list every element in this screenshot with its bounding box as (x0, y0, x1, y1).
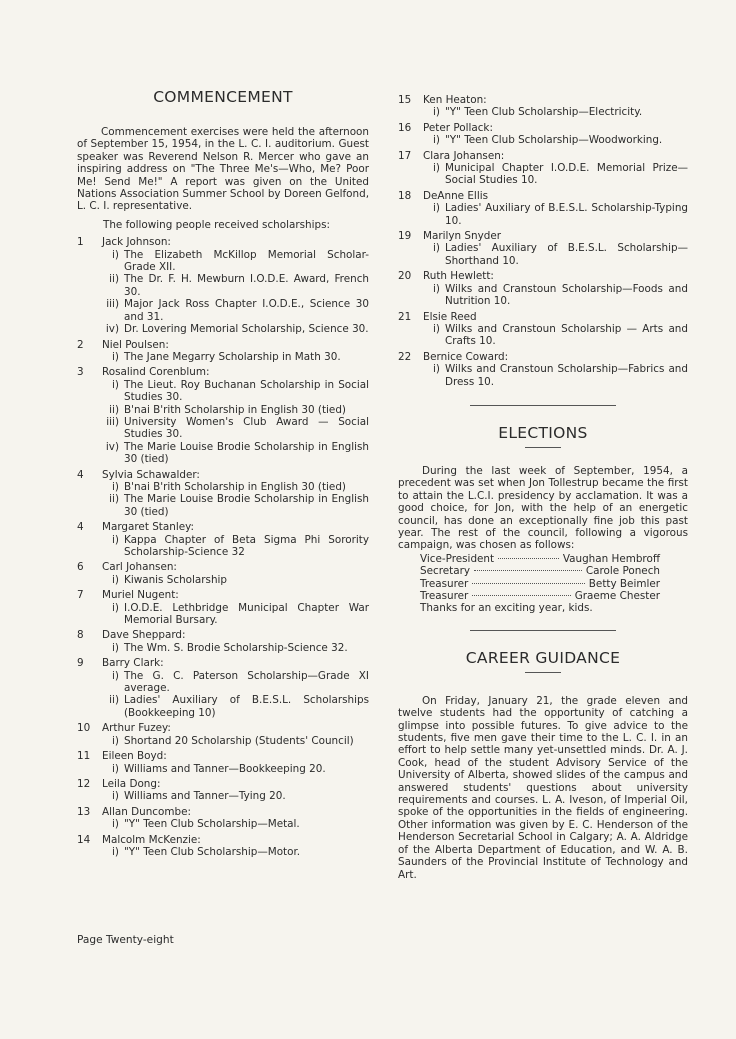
commencement-heading: COMMENCEMENT (153, 88, 293, 106)
scholarship-intro: The following people received scholarships: (103, 218, 331, 231)
scholarship-entry (398, 190, 688, 227)
entry-number: 9 (77, 657, 84, 670)
scholarship-entry (77, 339, 369, 364)
scholarship-entry (398, 150, 688, 187)
dot-leader (498, 558, 559, 559)
scholarship-entry (77, 750, 369, 775)
scholarship-title: University Women's Club Award — Social Studies 30. (124, 415, 369, 441)
officer-row (420, 565, 660, 577)
entry-number: 3 (77, 366, 84, 379)
officer-name: Graeme Chester (574, 590, 660, 602)
entry-number: 4 (77, 521, 84, 534)
item-numeral: i) (112, 845, 119, 858)
scholarship-item (102, 670, 369, 695)
item-numeral: i) (112, 533, 119, 546)
recipient-name: Jack Johnson: (102, 236, 171, 249)
item-numeral: ii) (109, 493, 119, 506)
scholarship-title: The Marie Louise Brodie Scholarship in English 30 (tied) (124, 440, 369, 466)
scholarship-item (102, 642, 369, 654)
entry-number: 1 (77, 236, 84, 249)
scholarship-entry (398, 351, 688, 388)
officer-role: Secretary (420, 565, 470, 578)
scholarship-title: The Marie Louise Brodie Scholarship in English 30 (tied) (124, 493, 369, 518)
entry-number: 6 (77, 561, 84, 574)
entry-number: 19 (398, 230, 412, 243)
scholarship-title: The Jane Megarry Scholarship in Math 30. (124, 350, 341, 363)
scholarship-item (102, 249, 369, 274)
scholarship-entry (77, 469, 369, 519)
recipient-name: Sylvia Schawalder: (102, 468, 200, 481)
item-numeral: ii) (109, 273, 119, 286)
scholarship-title: The G. C. Paterson Scholarship—Grade XI average. (124, 669, 369, 695)
scholarship-title: Ladies' Auxiliary of B.E.S.L. Scholarship—Shorthand 10. (445, 242, 688, 267)
recipient-name: Arthur Fuzey: (102, 722, 171, 735)
item-numeral: i) (112, 790, 119, 803)
scholarship-item (102, 735, 369, 747)
entry-number: 11 (77, 750, 91, 763)
scholarship-list-right (398, 94, 688, 388)
item-numeral: i) (112, 248, 119, 261)
entry-number: 21 (398, 310, 412, 323)
career-guidance-heading: CAREER GUIDANCE (465, 648, 621, 667)
recipient-name: Ruth Hewlett: (423, 270, 494, 283)
scholarship-entry (398, 311, 688, 348)
scholarship-title: Ladies' Auxiliary of B.E.S.L. Scholarships (Bookkeeping 10) (124, 694, 369, 719)
scholarship-item (102, 574, 369, 586)
item-numeral: i) (433, 202, 440, 215)
recipient-name: Niel Poulsen: (102, 338, 169, 351)
scholarship-item (102, 273, 369, 298)
recipient-name: Allan Duncombe: (102, 805, 191, 818)
scholarship-item (102, 441, 369, 466)
recipient-name: Clara Johansen: (423, 149, 505, 162)
scholarship-item (423, 202, 688, 227)
item-numeral: i) (433, 322, 440, 335)
recipient-name: Margaret Stanley: (102, 521, 194, 534)
recipient-name: Peter Pollack: (423, 121, 493, 134)
recipient-name: DeAnne Ellis (423, 189, 489, 202)
elections-thanks: Thanks for an exciting year, kids. (420, 602, 593, 615)
elections-text: During the last week of September, 1954, a precedent was set when Jon Tollestrup became the first to attain the L.C.I. presidency by acclamation. It was a good choice, for Jon, with the help of an energetic council, has done an exceptionally fine job this past year. The rest of the council, following a vigorous campaign, was chosen as follows: (398, 464, 688, 552)
scholarship-title: I.O.D.E. Lethbridge Municipal Chapter War Memorial Bursary. (124, 601, 369, 627)
council-officers (420, 553, 660, 603)
scholarship-entry (77, 778, 369, 803)
dot-leader (474, 570, 582, 571)
entry-number: 22 (398, 350, 412, 363)
officer-row (420, 578, 660, 590)
item-numeral: i) (112, 480, 119, 493)
officer-row (420, 590, 660, 602)
entry-number: 13 (77, 805, 91, 818)
item-numeral: ii) (109, 694, 119, 707)
entry-number: 4 (77, 468, 84, 481)
officer-name: Carole Ponech (585, 565, 660, 578)
scholarship-item (102, 818, 369, 830)
scholarship-item (423, 323, 688, 348)
scholarship-item (102, 404, 369, 416)
dot-leader (472, 595, 570, 596)
scholarship-item (423, 162, 688, 187)
scholarship-entry (77, 722, 369, 747)
scholarship-item (102, 694, 369, 719)
item-numeral: i) (112, 378, 119, 391)
recipient-name: Leila Dong: (102, 777, 161, 790)
item-numeral: iv) (105, 440, 119, 453)
scholarship-title: Wilks and Cranstoun Scholarship—Fabrics and Dress 10. (445, 363, 688, 388)
career-guidance-text: On Friday, January 21, the grade eleven and twelve students had the opportunity of catching a glimpse into possible futures. To give advice to the students, five men gave their time to the L. C. I. in an effort to help settle many yet-unsettled minds. Dr. A. J. Cook, head of the student Advisory Service of the University of Alberta, showed slides of the campus and answered students' questions about university requirements and courses. L. A. Iveson, of Imperial Oil, spoke of the opportunities in the fields of engineering. Other information was given by E. C. Henderson of the Henderson Secretarial School in Calgary; A. A. Aldridge of the Alberta Department of Education, and W. A. B. Saunders of the Provincial Institute of Technology and Art. (398, 694, 688, 881)
entry-number: 12 (77, 777, 91, 790)
right-column (398, 94, 688, 881)
scholarship-entry (398, 230, 688, 267)
officer-row (420, 553, 660, 565)
scholarship-entry (77, 561, 369, 586)
entry-number: 16 (398, 121, 412, 134)
item-numeral: iii) (106, 298, 119, 311)
scholarship-title: The Elizabeth McKillop Memorial Scholar-Grade XII. (124, 248, 369, 274)
recipient-name: Ken Heaton: (423, 94, 487, 106)
recipient-name: Marilyn Snyder (423, 230, 502, 243)
item-numeral: i) (433, 162, 440, 175)
scholarship-item (102, 481, 369, 493)
scholarship-entry (77, 629, 369, 654)
item-numeral: iv) (105, 323, 119, 336)
scholarship-title: "Y" Teen Club Scholarship—Motor. (124, 845, 301, 858)
scholarship-entry (398, 122, 688, 147)
recipient-name: Bernice Coward: (423, 350, 509, 363)
scholarship-item (102, 790, 369, 802)
scholarship-entry (77, 521, 369, 558)
entry-number: 8 (77, 629, 84, 642)
scholarship-entry (77, 366, 369, 465)
item-numeral: i) (112, 734, 119, 747)
scholarship-entry (398, 270, 688, 307)
scholarship-item (102, 602, 369, 627)
officer-name: Betty Beimler (588, 577, 660, 590)
page-number: Page Twenty-eight (77, 934, 174, 946)
commencement-intro: Commencement exercises were held the afternoon of September 15, 1954, in the L. C. I. auditorium. Guest speaker was Reverend Nelson R. Mercer who gave an inspiring address on "The Three Me's—Who, Me? Poor Me! Send Me!" A report was given on the United Nations Association Summer School by Doreen Gelfond, L. C. I. representative. (77, 126, 369, 213)
scholarship-entry (77, 834, 369, 859)
entry-number: 17 (398, 149, 412, 162)
scholarship-item (102, 493, 369, 518)
scholarship-item (102, 416, 369, 441)
scholarship-title: Major Jack Ross Chapter I.O.D.E., Science 30 and 31. (124, 298, 369, 323)
scholarship-title: "Y" Teen Club Scholarship—Electricity. (445, 106, 643, 119)
item-numeral: i) (112, 573, 119, 586)
entry-number: 18 (398, 189, 412, 202)
item-numeral: i) (112, 818, 119, 831)
scholarship-title: Kappa Chapter of Beta Sigma Phi Sorority Scholarship-Science 32 (124, 533, 369, 558)
recipient-name: Malcolm McKenzie: (102, 833, 201, 846)
scholarship-title: B'nai B'rith Scholarship in English 30 (tied) (124, 403, 346, 416)
scholarship-title: Municipal Chapter I.O.D.E. Memorial Prize—Social Studies 10. (445, 162, 688, 187)
entry-number: 20 (398, 270, 412, 283)
entry-number: 15 (398, 94, 412, 106)
left-column (77, 88, 369, 858)
scholarship-title: Wilks and Cranstoun Scholarship — Arts and Crafts 10. (445, 322, 688, 348)
scholarship-item (423, 106, 688, 118)
scholarship-title: B'nai B'rith Scholarship in English 30 (tied) (124, 480, 346, 493)
officer-name: Vaughan Hembroff (562, 552, 660, 565)
officer-role: Treasurer (420, 577, 469, 590)
item-numeral: iii) (106, 415, 119, 428)
entry-number: 7 (77, 589, 84, 602)
scholarship-title: "Y" Teen Club Scholarship—Metal. (124, 818, 300, 831)
scholarship-title: The Wm. S. Brodie Scholarship-Science 32. (124, 641, 348, 654)
item-numeral: ii) (109, 403, 119, 416)
recipient-name: Barry Clark: (102, 657, 164, 670)
recipient-name: Eileen Boyd: (102, 750, 167, 763)
scholarship-item (102, 323, 369, 335)
scholarship-item (423, 134, 688, 146)
recipient-name: Muriel Nugent: (102, 589, 179, 602)
scholarship-item (423, 242, 688, 267)
item-numeral: i) (112, 601, 119, 614)
item-numeral: i) (433, 106, 440, 119)
item-numeral: i) (433, 363, 440, 376)
item-numeral: i) (112, 350, 119, 363)
officer-role: Vice-President (420, 552, 495, 565)
item-numeral: i) (112, 669, 119, 682)
scholarship-item (102, 534, 369, 559)
scholarship-entry (398, 94, 688, 119)
scholarship-item (102, 351, 369, 363)
scholarship-item (102, 846, 369, 858)
scholarship-title: The Dr. F. H. Mewburn I.O.D.E. Award, French 30. (124, 273, 369, 298)
scholarship-title: Williams and Tanner—Tying 20. (124, 790, 286, 803)
dot-leader (472, 583, 584, 584)
scholarship-item (102, 763, 369, 775)
entry-number: 2 (77, 338, 84, 351)
scholarship-title: Wilks and Cranstoun Scholarship—Foods and Nutrition 10. (445, 282, 688, 308)
recipient-name: Rosalind Corenblum: (102, 366, 210, 379)
item-numeral: i) (433, 282, 440, 295)
elections-heading: ELECTIONS (498, 423, 588, 442)
item-numeral: i) (433, 134, 440, 147)
scholarship-title: Dr. Lovering Memorial Scholarship, Science 30. (124, 323, 369, 336)
scholarship-entry (77, 657, 369, 719)
scholarship-entry (77, 236, 369, 335)
officer-role: Treasurer (420, 590, 469, 602)
scholarship-list-left (77, 236, 369, 858)
recipient-name: Dave Sheppard: (102, 629, 186, 642)
scholarship-title: Williams and Tanner—Bookkeeping 20. (124, 762, 326, 775)
scholarship-title: Ladies' Auxiliary of B.E.S.L. Scholarship-Typing 10. (445, 202, 688, 227)
scholarship-item (102, 298, 369, 323)
recipient-name: Carl Johansen: (102, 561, 177, 574)
scholarship-item (102, 379, 369, 404)
recipient-name: Elsie Reed (423, 310, 477, 323)
item-numeral: i) (112, 641, 119, 654)
entry-number: 14 (77, 833, 91, 846)
scholarship-title: Kiwanis Scholarship (124, 573, 228, 586)
scholarship-item (423, 283, 688, 308)
item-numeral: i) (433, 242, 440, 255)
scholarship-title: The Lieut. Roy Buchanan Scholarship in Social Studies 30. (124, 378, 369, 404)
scholarship-entry (77, 806, 369, 831)
scholarship-title: Shortand 20 Scholarship (Students' Council) (124, 734, 354, 747)
entry-number: 10 (77, 722, 91, 735)
scholarship-title: "Y" Teen Club Scholarship—Woodworking. (445, 134, 663, 147)
item-numeral: i) (112, 762, 119, 775)
scholarship-entry (77, 589, 369, 626)
scholarship-item (423, 363, 688, 388)
